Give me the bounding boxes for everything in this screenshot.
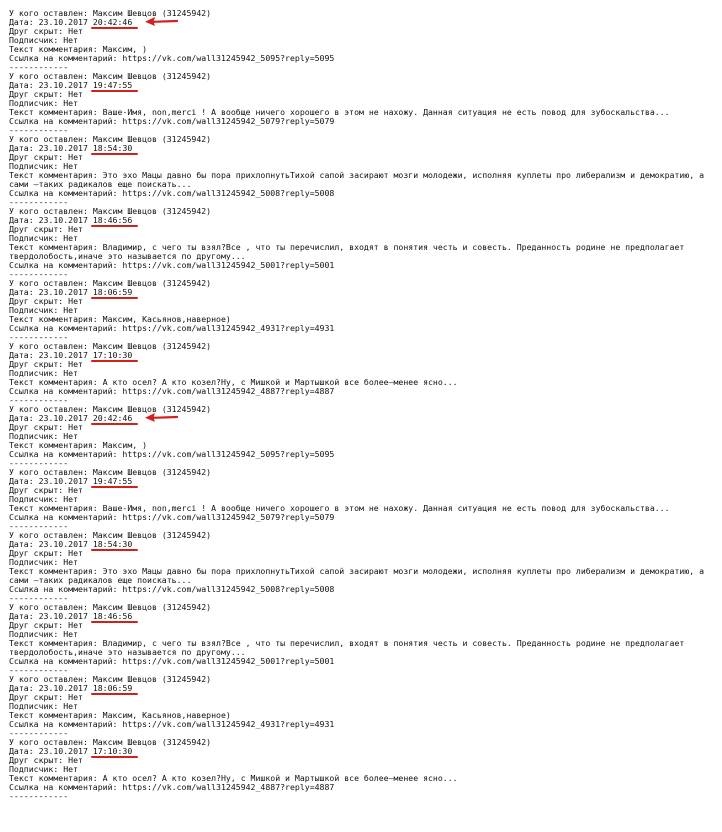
subscriber-label: Подписчик: bbox=[9, 494, 59, 504]
comment-link[interactable]: https://vk.com/wall31245942_4887?reply=4887 bbox=[122, 386, 335, 396]
comment-link[interactable]: https://vk.com/wall31245942_5079?reply=5079 bbox=[122, 116, 335, 126]
date-label: Дата: bbox=[9, 611, 34, 621]
friend-hidden-line bbox=[9, 297, 715, 306]
comment-link[interactable]: https://vk.com/wall31245942_5095?reply=5095 bbox=[122, 53, 335, 63]
friend-hidden-value: Нет bbox=[68, 755, 83, 765]
link-label: Ссылка на комментарий: bbox=[9, 53, 118, 63]
link-label: Ссылка на комментарий: bbox=[9, 449, 118, 459]
date-label: Дата: bbox=[9, 350, 34, 360]
friend-hidden-label: Друг скрыт: bbox=[9, 485, 64, 495]
comment-entry bbox=[9, 603, 715, 675]
comment-entry bbox=[9, 207, 715, 279]
date-value: 23.10.2017 bbox=[38, 746, 88, 756]
author-label: У кого оставлен: bbox=[9, 737, 88, 747]
time-value: 19:47:55 bbox=[92, 80, 133, 90]
author-value: Максим Шевцов (31245942) bbox=[92, 71, 212, 81]
subscriber-label: Подписчик: bbox=[9, 35, 59, 45]
friend-hidden-value: Нет bbox=[68, 359, 83, 369]
date-value: 23.10.2017 bbox=[38, 287, 88, 297]
date-value: 23.10.2017 bbox=[38, 476, 88, 486]
link-label: Ссылка на комментарий: bbox=[9, 386, 118, 396]
subscriber-value: Нет bbox=[63, 161, 79, 171]
link-line bbox=[9, 261, 715, 270]
date-line bbox=[9, 414, 715, 423]
comment-text-label: Текст комментария: bbox=[9, 773, 98, 783]
comment-text-label: Текст комментария: bbox=[9, 107, 98, 117]
subscriber-label: Подписчик: bbox=[9, 233, 59, 243]
comment-text-line bbox=[9, 639, 715, 657]
comment-text-label: Текст комментария: bbox=[9, 314, 98, 324]
friend-hidden-label: Друг скрыт: bbox=[9, 359, 64, 369]
author-label: У кого оставлен: bbox=[9, 8, 88, 18]
date-label: Дата: bbox=[9, 746, 34, 756]
friend-hidden-line bbox=[9, 27, 715, 36]
author-label: У кого оставлен: bbox=[9, 467, 88, 477]
time-value: 18:06:59 bbox=[92, 287, 133, 297]
comment-text-value: Это эхо Мацы давно бы пора прихлопнутьТихой сапой засирают мозги молодежи, исполняя куплеты про либерализм и демократию, а сами —таких радикалов еще поискать... bbox=[9, 566, 709, 585]
separator: ------------ bbox=[9, 593, 69, 603]
friend-hidden-line bbox=[9, 423, 715, 432]
date-line bbox=[9, 747, 715, 756]
time-value: 20:42:46 bbox=[92, 17, 133, 27]
friend-hidden-line bbox=[9, 360, 715, 369]
author-label: У кого оставлен: bbox=[9, 674, 88, 684]
friend-hidden-line bbox=[9, 693, 715, 702]
friend-hidden-line bbox=[9, 225, 715, 234]
subscriber-value: Нет bbox=[63, 764, 79, 774]
link-label: Ссылка на комментарий: bbox=[9, 188, 118, 198]
comment-text-value: Максим, ) bbox=[102, 440, 148, 450]
author-label: У кого оставлен: bbox=[9, 206, 88, 216]
author-value: Максим Шевцов (31245942) bbox=[92, 467, 212, 477]
friend-hidden-line bbox=[9, 153, 715, 162]
link-line bbox=[9, 387, 715, 396]
comment-text-label: Текст комментария: bbox=[9, 242, 98, 252]
date-label: Дата: bbox=[9, 413, 34, 423]
author-label: У кого оставлен: bbox=[9, 278, 88, 288]
comment-text-label: Текст комментария: bbox=[9, 377, 98, 387]
date-value: 23.10.2017 bbox=[38, 143, 88, 153]
link-label: Ссылка на комментарий: bbox=[9, 323, 118, 333]
comment-entry bbox=[9, 72, 715, 135]
subscriber-label: Подписчик: bbox=[9, 98, 59, 108]
red-arrow-icon bbox=[144, 412, 178, 422]
friend-hidden-line bbox=[9, 90, 715, 99]
comment-link[interactable]: https://vk.com/wall31245942_5008?reply=5008 bbox=[122, 584, 335, 594]
comment-entry bbox=[9, 468, 715, 531]
link-line bbox=[9, 585, 715, 594]
comment-log bbox=[9, 9, 715, 801]
comment-entry bbox=[9, 279, 715, 342]
date-line bbox=[9, 477, 715, 486]
friend-hidden-value: Нет bbox=[68, 548, 83, 558]
date-label: Дата: bbox=[9, 143, 34, 153]
author-label: У кого оставлен: bbox=[9, 530, 88, 540]
comment-text-value: Максим, Касьянов,наверное) bbox=[102, 710, 231, 720]
subscriber-value: Нет bbox=[63, 431, 79, 441]
author-value: Максим Шевцов (31245942) bbox=[92, 341, 212, 351]
date-label: Дата: bbox=[9, 287, 34, 297]
friend-hidden-value: Нет bbox=[68, 620, 83, 630]
link-label: Ссылка на комментарий: bbox=[9, 782, 118, 792]
comment-link[interactable]: https://vk.com/wall31245942_4887?reply=4887 bbox=[122, 782, 335, 792]
comment-text-value: А кто осел? А кто козел?Ну, с Мишкой и Мартышкой все более—менее ясно... bbox=[102, 773, 458, 783]
author-label: У кого оставлен: bbox=[9, 341, 88, 351]
author-value: Максим Шевцов (31245942) bbox=[92, 737, 212, 747]
date-line bbox=[9, 351, 715, 360]
time-value: 18:46:56 bbox=[92, 611, 133, 621]
author-value: Максим Шевцов (31245942) bbox=[92, 404, 212, 414]
comment-text-value: Владимир, с чего ты взял?Все , что ты перечислил, входят в понятия честь и совесть. Преданность родине не предполагает твердолобость,иначе это называется по другому... bbox=[9, 638, 690, 657]
comment-text-label: Текст комментария: bbox=[9, 710, 98, 720]
comment-text-value: Владимир, с чего ты взял?Все , что ты перечислил, входят в понятия честь и совесть. Преданность родине не предполагает твердолобость,иначе это называется по другому... bbox=[9, 242, 690, 261]
friend-hidden-value: Нет bbox=[68, 26, 83, 36]
subscriber-value: Нет bbox=[63, 368, 79, 378]
date-line bbox=[9, 216, 715, 225]
link-label: Ссылка на комментарий: bbox=[9, 116, 118, 126]
comment-text-line bbox=[9, 171, 715, 189]
link-line bbox=[9, 783, 715, 792]
link-label: Ссылка на комментарий: bbox=[9, 260, 118, 270]
subscriber-label: Подписчик: bbox=[9, 764, 59, 774]
friend-hidden-line bbox=[9, 549, 715, 558]
author-value: Максим Шевцов (31245942) bbox=[92, 206, 212, 216]
friend-hidden-label: Друг скрыт: bbox=[9, 422, 64, 432]
friend-hidden-label: Друг скрыт: bbox=[9, 620, 64, 630]
comment-entry bbox=[9, 675, 715, 738]
subscriber-value: Нет bbox=[63, 629, 79, 639]
subscriber-label: Подписчик: bbox=[9, 431, 59, 441]
date-value: 23.10.2017 bbox=[38, 611, 88, 621]
subscriber-label: Подписчик: bbox=[9, 305, 59, 315]
separator: ------------ bbox=[9, 62, 69, 72]
time-value: 18:46:56 bbox=[92, 215, 133, 225]
date-value: 23.10.2017 bbox=[38, 539, 88, 549]
comment-text-line bbox=[9, 567, 715, 585]
friend-hidden-label: Друг скрыт: bbox=[9, 224, 64, 234]
subscriber-label: Подписчик: bbox=[9, 368, 59, 378]
link-line bbox=[9, 450, 715, 459]
link-label: Ссылка на комментарий: bbox=[9, 584, 118, 594]
friend-hidden-label: Друг скрыт: bbox=[9, 692, 64, 702]
subscriber-label: Подписчик: bbox=[9, 701, 59, 711]
time-value: 17:10:30 bbox=[92, 746, 133, 756]
author-value: Максим Шевцов (31245942) bbox=[92, 602, 212, 612]
time-value: 18:54:30 bbox=[92, 143, 133, 153]
author-value: Максим Шевцов (31245942) bbox=[92, 530, 212, 540]
comment-text-label: Текст комментария: bbox=[9, 566, 98, 576]
subscriber-value: Нет bbox=[63, 305, 79, 315]
comment-text-value: А кто осел? А кто козел?Ну, с Мишкой и Мартышкой все более—менее ясно... bbox=[102, 377, 458, 387]
date-value: 23.10.2017 bbox=[38, 80, 88, 90]
link-label: Ссылка на комментарий: bbox=[9, 719, 118, 729]
comment-text-label: Текст комментария: bbox=[9, 440, 98, 450]
date-label: Дата: bbox=[9, 683, 34, 693]
link-line bbox=[9, 117, 715, 126]
comment-link[interactable]: https://vk.com/wall31245942_5001?reply=5001 bbox=[122, 656, 335, 666]
author-label: У кого оставлен: bbox=[9, 404, 88, 414]
comment-text-label: Текст комментария: bbox=[9, 503, 98, 513]
comment-entry bbox=[9, 738, 715, 801]
comment-text-label: Текст комментария: bbox=[9, 170, 98, 180]
date-label: Дата: bbox=[9, 539, 34, 549]
comment-text-label: Текст комментария: bbox=[9, 44, 98, 54]
friend-hidden-value: Нет bbox=[68, 422, 83, 432]
author-value: Максим Шевцов (31245942) bbox=[92, 8, 212, 18]
date-line bbox=[9, 81, 715, 90]
subscriber-label: Подписчик: bbox=[9, 629, 59, 639]
date-line bbox=[9, 144, 715, 153]
subscriber-value: Нет bbox=[63, 494, 79, 504]
date-label: Дата: bbox=[9, 215, 34, 225]
separator: ------------ bbox=[9, 458, 69, 468]
time-value: 20:42:46 bbox=[92, 413, 133, 423]
date-label: Дата: bbox=[9, 476, 34, 486]
friend-hidden-label: Друг скрыт: bbox=[9, 548, 64, 558]
friend-hidden-label: Друг скрыт: bbox=[9, 89, 64, 99]
comment-link[interactable]: https://vk.com/wall31245942_4931?reply=4931 bbox=[122, 719, 335, 729]
comment-link[interactable]: https://vk.com/wall31245942_4931?reply=4931 bbox=[122, 323, 335, 333]
friend-hidden-label: Друг скрыт: bbox=[9, 296, 64, 306]
friend-hidden-line bbox=[9, 621, 715, 630]
separator: ------------ bbox=[9, 395, 69, 405]
date-line bbox=[9, 288, 715, 297]
friend-hidden-label: Друг скрыт: bbox=[9, 26, 64, 36]
comment-link[interactable]: https://vk.com/wall31245942_5008?reply=5008 bbox=[122, 188, 335, 198]
link-label: Ссылка на комментарий: bbox=[9, 512, 118, 522]
separator: ------------ bbox=[9, 269, 69, 279]
link-label: Ссылка на комментарий: bbox=[9, 656, 118, 666]
date-line bbox=[9, 18, 715, 27]
comment-entry bbox=[9, 9, 715, 72]
comment-text-line bbox=[9, 243, 715, 261]
comment-text-value: Максим, Касьянов,наверное) bbox=[102, 314, 231, 324]
friend-hidden-line bbox=[9, 486, 715, 495]
comment-link[interactable]: https://vk.com/wall31245942_5079?reply=5079 bbox=[122, 512, 335, 522]
friend-hidden-value: Нет bbox=[68, 296, 83, 306]
link-line bbox=[9, 324, 715, 333]
date-line bbox=[9, 540, 715, 549]
separator: ------------ bbox=[9, 791, 69, 801]
friend-hidden-value: Нет bbox=[68, 485, 83, 495]
time-value: 18:54:30 bbox=[92, 539, 133, 549]
link-line bbox=[9, 720, 715, 729]
comment-text-value: Максим, ) bbox=[102, 44, 148, 54]
comment-entry bbox=[9, 135, 715, 207]
subscriber-value: Нет bbox=[63, 701, 79, 711]
subscriber-label: Подписчик: bbox=[9, 161, 59, 171]
comment-text-value: Это эхо Мацы давно бы пора прихлопнутьТихой сапой засирают мозги молодежи, исполняя куплеты про либерализм и демократию, а сами —таких радикалов еще поискать... bbox=[9, 170, 709, 189]
separator: ------------ bbox=[9, 197, 69, 207]
author-value: Максим Шевцов (31245942) bbox=[92, 674, 212, 684]
comment-entry bbox=[9, 405, 715, 468]
comment-entry bbox=[9, 531, 715, 603]
separator: ------------ bbox=[9, 332, 69, 342]
date-value: 23.10.2017 bbox=[38, 215, 88, 225]
friend-hidden-line bbox=[9, 756, 715, 765]
subscriber-value: Нет bbox=[63, 98, 79, 108]
author-value: Максим Шевцов (31245942) bbox=[92, 134, 212, 144]
comment-text-value: Ваше-Имя, non,merci ! А вообще ничего хорошего в этом не нахожу. Данная ситуация не есть повод для зубоскальства... bbox=[102, 503, 670, 513]
separator: ------------ bbox=[9, 521, 69, 531]
friend-hidden-value: Нет bbox=[68, 224, 83, 234]
date-value: 23.10.2017 bbox=[38, 350, 88, 360]
friend-hidden-label: Друг скрыт: bbox=[9, 152, 64, 162]
link-line bbox=[9, 189, 715, 198]
friend-hidden-value: Нет bbox=[68, 152, 83, 162]
link-line bbox=[9, 54, 715, 63]
comment-link[interactable]: https://vk.com/wall31245942_5095?reply=5095 bbox=[122, 449, 335, 459]
separator: ------------ bbox=[9, 728, 69, 738]
separator: ------------ bbox=[9, 125, 69, 135]
author-value: Максим Шевцов (31245942) bbox=[92, 278, 212, 288]
author-label: У кого оставлен: bbox=[9, 71, 88, 81]
comment-text-value: Ваше-Имя, non,merci ! А вообще ничего хорошего в этом не нахожу. Данная ситуация не есть повод для зубоскальства... bbox=[102, 107, 670, 117]
date-line bbox=[9, 612, 715, 621]
date-line bbox=[9, 684, 715, 693]
date-value: 23.10.2017 bbox=[38, 413, 88, 423]
subscriber-value: Нет bbox=[63, 233, 79, 243]
friend-hidden-label: Друг скрыт: bbox=[9, 755, 64, 765]
subscriber-value: Нет bbox=[63, 557, 79, 567]
link-line bbox=[9, 657, 715, 666]
author-label: У кого оставлен: bbox=[9, 134, 88, 144]
time-value: 19:47:55 bbox=[92, 476, 133, 486]
red-arrow-icon bbox=[144, 16, 178, 26]
comment-link[interactable]: https://vk.com/wall31245942_5001?reply=5001 bbox=[122, 260, 335, 270]
friend-hidden-value: Нет bbox=[68, 692, 83, 702]
date-value: 23.10.2017 bbox=[38, 683, 88, 693]
subscriber-label: Подписчик: bbox=[9, 557, 59, 567]
separator: ------------ bbox=[9, 665, 69, 675]
author-label: У кого оставлен: bbox=[9, 602, 88, 612]
date-label: Дата: bbox=[9, 80, 34, 90]
friend-hidden-value: Нет bbox=[68, 89, 83, 99]
date-value: 23.10.2017 bbox=[38, 17, 88, 27]
date-label: Дата: bbox=[9, 17, 34, 27]
subscriber-value: Нет bbox=[63, 35, 79, 45]
comment-text-label: Текст комментария: bbox=[9, 638, 98, 648]
link-line bbox=[9, 513, 715, 522]
time-value: 17:10:30 bbox=[92, 350, 133, 360]
comment-entry bbox=[9, 342, 715, 405]
time-value: 18:06:59 bbox=[92, 683, 133, 693]
